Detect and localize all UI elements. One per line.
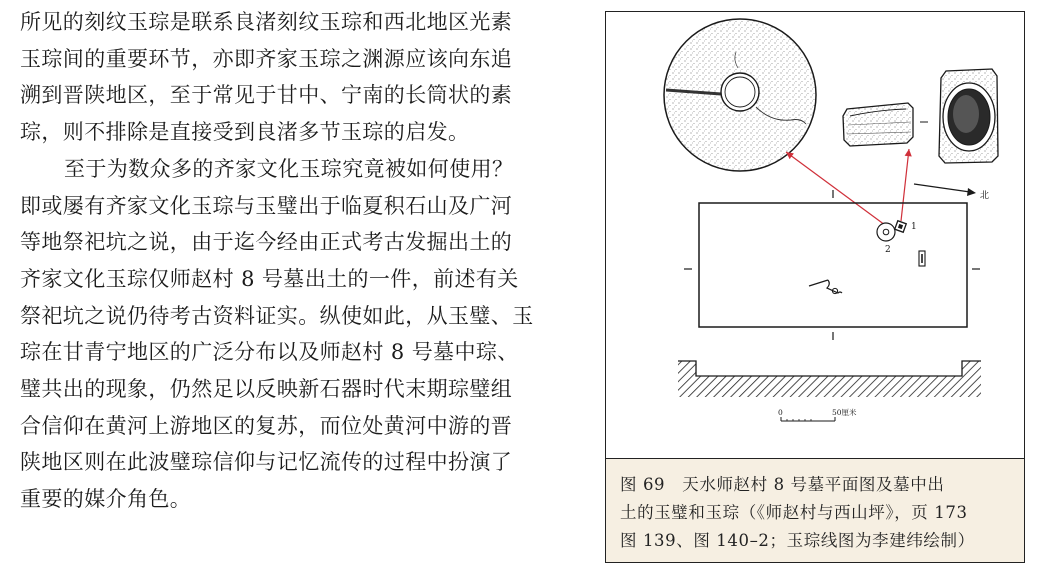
item-label-1: 1 (911, 222, 917, 232)
tomb-section-profile (678, 361, 981, 397)
caption-line: 图 139、图 140–2；玉琮线图为李建纬绘制） (620, 531, 975, 550)
scale-bar (778, 407, 857, 421)
text-line: 所见的刻纹玉琮是联系良渚刻纹玉琮和西北地区光素 (20, 10, 513, 34)
caption-line: 土的玉璧和玉琮（《师赵村与西山坪》，页 173 (620, 503, 968, 522)
text-line: 陕地区则在此波璧琮信仰与记忆流传的过程中扮演了 (20, 450, 513, 475)
jade-bi-disc (664, 19, 816, 171)
north-label: 北 (980, 191, 990, 201)
paragraph-2 (20, 151, 580, 518)
scale-start-label: 0 (778, 408, 783, 417)
text-line: 琮，则不排除是直接受到良渚多节玉琮的启发。 (20, 120, 470, 145)
jade-cong-side-view (843, 103, 913, 146)
jade-cong-top-view (939, 69, 998, 163)
text-line: 璧共出的现象，仍然足以反映新石器时代末期琮璧组 (20, 377, 513, 402)
text-line: 齐家文化玉琮仅师赵村 8 号墓出土的一件，前述有关 (20, 266, 519, 291)
tomb-plan (684, 190, 980, 340)
grave-tool (809, 280, 828, 286)
caption-line: 图 69 天水师赵村 8 号墓平面图及墓中出 (620, 475, 945, 494)
figure-caption (606, 458, 1024, 562)
text-line: 重要的媒介角色。 (20, 487, 192, 512)
scale-end-label: 50厘米 (832, 408, 857, 417)
paragraph-1 (20, 4, 580, 151)
pointer-arrow-cong (901, 149, 909, 221)
bi-in-tomb (877, 223, 895, 241)
item-label-2: 2 (885, 245, 891, 255)
text-line: 至于为数众多的齐家文化玉琮究竟被如何使用？ (64, 156, 514, 181)
text-line: 等地祭祀坑之说，由于迄今经由正式考古发掘出土的 (20, 230, 513, 255)
text-line: 琮在甘青宁地区的广泛分布以及师赵村 8 号墓中琮、 (20, 340, 519, 365)
pointer-arrow-bi (786, 152, 885, 225)
figure-69 (605, 11, 1025, 563)
north-arrow (914, 184, 989, 201)
text-line: 合信仰在黄河上游地区的复苏，而位处黄河中游的晋 (20, 413, 513, 438)
text-line: 溯到晋陕地区，至于常见于甘中、宁南的长筒状的素 (20, 83, 513, 108)
text-line: 即或屡有齐家文化玉琮与玉璧出于临夏积石山及广河 (20, 193, 513, 218)
body-text (20, 4, 580, 518)
tomb-plan-drawing (606, 12, 1024, 458)
text-line: 玉琮间的重要环节，亦即齐家玉琮之渊源应该向东追 (20, 46, 513, 71)
text-line: 祭祀坑之说仍待考古资料证实。纵使如此，从玉璧、玉 (20, 303, 534, 328)
